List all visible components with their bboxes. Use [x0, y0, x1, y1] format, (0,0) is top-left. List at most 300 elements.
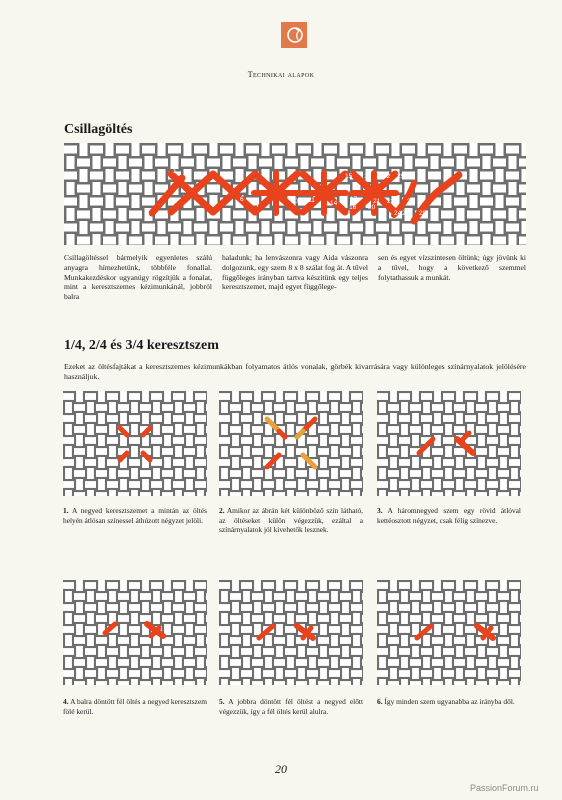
fabric-thread: [377, 582, 388, 589]
fabric-thread: [131, 221, 139, 234]
fabric-thread: [480, 145, 493, 153]
fabric-thread: [506, 223, 519, 231]
fabric-thread: [476, 404, 487, 411]
fabric-thread: [432, 637, 443, 644]
fabric-thread: [118, 470, 129, 477]
fabric-thread: [259, 158, 272, 166]
fabric-thread: [445, 679, 452, 685]
fabric-thread: [410, 681, 421, 685]
fabric-thread: [456, 457, 463, 468]
fabric-thread: [307, 437, 318, 444]
fabric-thread: [276, 602, 283, 613]
fabric-thread: [388, 593, 399, 600]
fabric-thread: [287, 490, 294, 496]
step-number: 2.: [219, 506, 225, 515]
fabric-thread: [379, 468, 386, 479]
fabric-thread: [131, 657, 138, 668]
fabric-thread: [74, 637, 85, 644]
fabric-thread: [274, 615, 285, 622]
step-diagram-6: [377, 580, 521, 685]
fabric-thread: [129, 415, 140, 422]
fabric-thread: [331, 424, 338, 435]
fabric-thread: [454, 637, 465, 644]
fabric-thread: [500, 624, 507, 635]
fabric-thread: [184, 593, 195, 600]
fabric-thread: [181, 236, 194, 244]
fabric-thread: [233, 158, 246, 166]
fabric-thread: [388, 615, 399, 622]
fabric-thread: [64, 171, 77, 179]
fabric-thread: [183, 143, 191, 156]
fabric-thread: [432, 404, 443, 411]
fabric-thread: [379, 402, 386, 413]
fabric-thread: [120, 646, 127, 657]
fabric-thread: [164, 413, 171, 424]
fabric-thread: [377, 393, 388, 400]
fabric-thread: [399, 481, 410, 488]
fabric-thread: [265, 446, 272, 457]
fabric-thread: [340, 681, 351, 685]
fabric-thread: [412, 602, 419, 613]
fabric-thread: [263, 648, 274, 655]
fabric-thread: [379, 635, 386, 646]
fabric-thread: [307, 582, 318, 589]
fabric-thread: [495, 143, 503, 156]
fabric-thread: [131, 490, 138, 496]
fabric-thread: [252, 659, 263, 666]
step-diagram-5: [219, 580, 363, 685]
fabric-thread: [456, 208, 464, 221]
point-number: 17: [350, 196, 358, 203]
fabric-thread: [230, 637, 241, 644]
fabric-thread: [274, 234, 282, 245]
fabric-thread: [272, 145, 285, 153]
text-column-3: sen és egyet vízszintesen öltünk; úgy jövünk ki a tűvel, hogy a következő szemmel folytathassuk a munkát.: [378, 253, 526, 282]
fabric-thread: [342, 435, 349, 446]
step-number: 3.: [377, 506, 383, 515]
fabric-thread: [96, 659, 107, 666]
fabric-thread: [259, 210, 272, 218]
fabric-thread: [309, 446, 316, 457]
fabric-thread: [107, 670, 118, 677]
fabric-thread: [511, 613, 518, 624]
fabric-thread: [495, 221, 503, 234]
fabric-thread: [155, 236, 168, 244]
fabric-thread: [252, 593, 263, 600]
fabric-thread: [412, 479, 419, 490]
fabric-thread: [428, 145, 441, 153]
fabric-thread: [118, 492, 129, 496]
fabric-thread: [520, 426, 521, 433]
fabric-thread: [103, 158, 116, 166]
fabric-thread: [445, 402, 452, 413]
fabric-thread: [506, 145, 519, 153]
fabric-thread: [65, 402, 72, 413]
fabric-thread: [296, 681, 307, 685]
fabric-thread: [320, 624, 327, 635]
fabric-thread: [389, 236, 402, 244]
fabric-thread: [402, 223, 415, 231]
fabric-thread: [434, 413, 441, 424]
fabric-thread: [298, 145, 311, 153]
fabric-thread: [107, 582, 118, 589]
fabric-thread: [98, 391, 105, 402]
point-number: 6: [240, 196, 244, 203]
fabric-thread: [74, 615, 85, 622]
fabric-thread: [90, 223, 103, 231]
fabric-thread: [342, 391, 349, 402]
fabric-thread: [342, 413, 349, 424]
fabric-thread: [340, 470, 351, 477]
fabric-thread: [428, 223, 441, 231]
fabric-thread: [454, 223, 467, 231]
fabric-thread: [443, 195, 451, 208]
fabric-thread: [320, 413, 327, 424]
fabric-thread: [454, 615, 465, 622]
fabric-thread: [65, 591, 72, 602]
fabric-thread: [326, 156, 334, 169]
fabric-thread: [489, 424, 496, 435]
fabric-thread: [353, 402, 360, 413]
fabric-thread: [342, 602, 349, 613]
fabric-thread: [469, 195, 477, 208]
fabric-thread: [206, 659, 207, 666]
fabric-thread: [186, 391, 193, 402]
fabric-thread: [85, 459, 96, 466]
fabric-thread: [443, 143, 451, 156]
fabric-thread: [489, 679, 496, 685]
fabric-thread: [173, 582, 184, 589]
fabric-thread: [521, 195, 526, 208]
fabric-thread: [195, 415, 206, 422]
fabric-thread: [421, 415, 432, 422]
fabric-thread: [63, 459, 74, 466]
fabric-thread: [74, 404, 85, 411]
fabric-thread: [340, 615, 351, 622]
fabric-thread: [63, 437, 74, 444]
fabric-thread: [105, 169, 113, 182]
fabric-thread: [441, 158, 454, 166]
fabric-thread: [410, 659, 421, 666]
fabric-thread: [87, 657, 94, 668]
fabric-thread: [184, 448, 195, 455]
fabric-thread: [221, 446, 228, 457]
fabric-thread: [129, 604, 140, 611]
fabric-thread: [454, 492, 465, 496]
fabric-thread: [157, 169, 165, 182]
fabric-thread: [339, 143, 347, 156]
fabric-thread: [498, 492, 509, 496]
fabric-thread: [443, 670, 454, 677]
fabric-thread: [340, 593, 351, 600]
fabric-thread: [401, 657, 408, 668]
fabric-thread: [309, 679, 316, 685]
fabric-thread: [454, 404, 465, 411]
fabric-thread: [241, 626, 252, 633]
fabric-thread: [456, 479, 463, 490]
fabric-thread: [320, 668, 327, 679]
fabric-thread: [469, 169, 477, 182]
fabric-thread: [261, 143, 269, 156]
fabric-thread: [153, 657, 160, 668]
fabric-thread: [480, 171, 493, 179]
text-column-1: Csillagöltéssel bármelyik egyenletes szálú anyagra hímezhetünk, többféle fonallal. Munkakezdéskor ugyanúgy rögzítjük a fonalat, mint a keresztszemes kézimunkánál, jobbról balra: [64, 253, 212, 302]
fabric-thread: [221, 424, 228, 435]
fabric-thread: [265, 657, 272, 668]
fabric-thread: [87, 679, 94, 685]
fabric-thread: [412, 580, 419, 591]
fabric-thread: [493, 236, 506, 244]
fabric-thread: [326, 208, 334, 221]
step-caption-6: [377, 697, 521, 707]
fabric-thread: [434, 435, 441, 446]
fabric-thread: [96, 404, 107, 411]
fabric-thread: [476, 659, 487, 666]
fabric-thread: [432, 492, 443, 496]
fabric-thread: [164, 668, 171, 679]
fabric-thread: [206, 470, 207, 477]
fabric-thread: [390, 435, 397, 446]
fabric-thread: [456, 602, 463, 613]
fabric-thread: [296, 593, 307, 600]
fabric-thread: [74, 593, 85, 600]
fabric-thread: [362, 404, 363, 411]
fabric-thread: [63, 481, 74, 488]
fabric-thread: [298, 668, 305, 679]
fabric-thread: [241, 459, 252, 466]
fabric-thread: [243, 424, 250, 435]
fabric-thread: [465, 415, 476, 422]
point-number: 8: [146, 212, 150, 219]
fabric-thread: [195, 459, 206, 466]
page-number: 20: [275, 762, 287, 776]
point-number: 11: [308, 197, 315, 204]
fabric-thread: [443, 393, 454, 400]
fabric-thread: [107, 648, 118, 655]
fabric-thread: [487, 481, 498, 488]
star-stitch-diagram: [64, 143, 526, 245]
fabric-thread: [506, 171, 519, 179]
fabric-thread: [90, 145, 103, 153]
fabric-thread: [340, 637, 351, 644]
point-number: 27: [407, 198, 415, 205]
fabric-thread: [296, 470, 307, 477]
fabric-thread: [340, 659, 351, 666]
fabric-thread: [263, 604, 274, 611]
fabric-thread: [65, 424, 72, 435]
fabric-thread: [318, 470, 329, 477]
step-text: Amikor az ábrán két különböző szín látható, az öltéseket külön végezzük, ezáltal a színárnyalatok jól kivehetők lesznek.: [219, 506, 363, 535]
fabric-thread: [379, 591, 386, 602]
fabric-thread: [487, 604, 498, 611]
fabric-thread: [63, 393, 74, 400]
fabric-thread: [500, 391, 507, 402]
fabric-thread: [65, 679, 72, 685]
fabric-thread: [445, 613, 452, 624]
step-caption-5: [219, 697, 363, 716]
fabric-thread: [454, 470, 465, 477]
fabric-thread: [181, 210, 194, 218]
fabric-thread: [195, 582, 206, 589]
fabric-thread: [498, 659, 509, 666]
fabric-thread: [351, 415, 362, 422]
fabric-thread: [186, 580, 193, 591]
fabric-thread: [96, 593, 107, 600]
fabric-thread: [164, 624, 171, 635]
fabric-thread: [511, 635, 518, 646]
fabric-thread: [96, 615, 107, 622]
fabric-thread: [489, 657, 496, 668]
fabric-thread: [162, 426, 173, 433]
fabric-thread: [342, 580, 349, 591]
fabric-thread: [421, 393, 432, 400]
fabric-thread: [103, 210, 116, 218]
fabric-thread: [412, 624, 419, 635]
fabric-thread: [487, 670, 498, 677]
fabric-thread: [467, 236, 480, 244]
fabric-thread: [511, 591, 518, 602]
fabric-thread: [421, 604, 432, 611]
fabric-thread: [443, 626, 454, 633]
fabric-thread: [309, 468, 316, 479]
fabric-thread: [320, 602, 327, 613]
fabric-thread: [79, 195, 87, 208]
fabric-thread: [173, 648, 184, 655]
fabric-thread: [342, 624, 349, 635]
fabric-thread: [430, 234, 438, 245]
fabric-thread: [421, 582, 432, 589]
fabric-thread: [351, 393, 362, 400]
fabric-thread: [64, 223, 77, 231]
step-text: A balra döntött fél öltés a negyed keresztszem fölé kerül.: [63, 697, 207, 716]
fabric-thread: [467, 657, 474, 668]
fabric-thread: [129, 582, 140, 589]
fabric-thread: [173, 604, 184, 611]
fabric-thread: [521, 169, 526, 182]
fabric-thread: [196, 234, 204, 245]
fabric-thread: [476, 615, 487, 622]
fabric-thread: [520, 404, 521, 411]
fabric-thread: [197, 446, 204, 457]
fabric-thread: [324, 145, 337, 153]
fabric-thread: [98, 668, 105, 679]
fabric-thread: [519, 158, 526, 166]
fabric-thread: [274, 492, 285, 496]
fabric-thread: [285, 415, 296, 422]
fabric-thread: [298, 580, 305, 591]
fabric-thread: [432, 470, 443, 477]
fabric-thread: [445, 490, 452, 496]
fabric-thread: [183, 221, 191, 234]
fabric-thread: [478, 479, 485, 490]
fabric-thread: [476, 470, 487, 477]
fabric-thread: [219, 582, 230, 589]
fabric-thread: [243, 613, 250, 624]
fabric-thread: [377, 604, 388, 611]
fabric-thread: [129, 626, 140, 633]
fabric-thread: [399, 604, 410, 611]
fabric-thread: [421, 670, 432, 677]
fabric-thread: [351, 604, 362, 611]
fabric-thread: [318, 659, 329, 666]
fabric-thread: [103, 236, 116, 244]
fabric-thread: [296, 659, 307, 666]
fabric-thread: [309, 402, 316, 413]
fabric-thread: [116, 145, 129, 153]
fabric-thread: [85, 582, 96, 589]
fabric-thread: [445, 657, 452, 668]
fabric-thread: [162, 404, 173, 411]
fabric-thread: [74, 448, 85, 455]
fabric-thread: [79, 143, 87, 156]
fabric-thread: [421, 481, 432, 488]
fabric-thread: [285, 236, 298, 244]
fabric-thread: [401, 402, 408, 413]
fabric-thread: [417, 169, 425, 182]
fabric-thread: [107, 437, 118, 444]
fabric-thread: [153, 591, 160, 602]
fabric-thread: [272, 223, 285, 231]
fabric-thread: [498, 470, 509, 477]
fabric-thread: [388, 492, 399, 496]
fabric-thread: [129, 236, 142, 244]
fabric-thread: [313, 143, 321, 156]
fabric-thread: [184, 404, 195, 411]
fabric-thread: [120, 479, 127, 490]
fabric-thread: [265, 679, 272, 685]
fabric-thread: [410, 593, 421, 600]
fabric-thread: [87, 591, 94, 602]
fabric-thread: [232, 391, 239, 402]
fabric-thread: [195, 481, 206, 488]
fabric-thread: [129, 459, 140, 466]
fabric-thread: [520, 470, 521, 477]
fabric-thread: [129, 393, 140, 400]
fabric-thread: [520, 637, 521, 644]
fabric-thread: [175, 635, 182, 646]
step-caption-4: [63, 697, 207, 716]
fabric-thread: [519, 184, 526, 192]
fabric-thread: [377, 670, 388, 677]
fabric-thread: [131, 635, 138, 646]
fabric-thread: [500, 602, 507, 613]
fabric-thread: [434, 602, 441, 613]
fabric-thread: [508, 156, 516, 169]
fabric-thread: [443, 582, 454, 589]
fabric-thread: [263, 481, 274, 488]
fabric-thread: [412, 646, 419, 657]
fabric-thread: [454, 681, 465, 685]
fabric-thread: [241, 670, 252, 677]
fabric-thread: [79, 221, 87, 234]
point-number: 14: [330, 200, 338, 207]
fabric-thread: [298, 391, 305, 402]
fabric-thread: [265, 468, 272, 479]
fabric-thread: [109, 424, 116, 435]
fabric-thread: [197, 424, 204, 435]
step-number: 5.: [219, 697, 225, 706]
fabric-thread: [77, 236, 90, 244]
fabric-thread: [96, 492, 107, 496]
fabric-thread: [456, 413, 463, 424]
fabric-thread: [235, 221, 243, 234]
fabric-thread: [221, 635, 228, 646]
fabric-thread: [116, 197, 129, 205]
fabric-thread: [197, 657, 204, 668]
fabric-thread: [390, 479, 397, 490]
fabric-thread: [362, 492, 363, 496]
fabric-thread: [219, 459, 230, 466]
